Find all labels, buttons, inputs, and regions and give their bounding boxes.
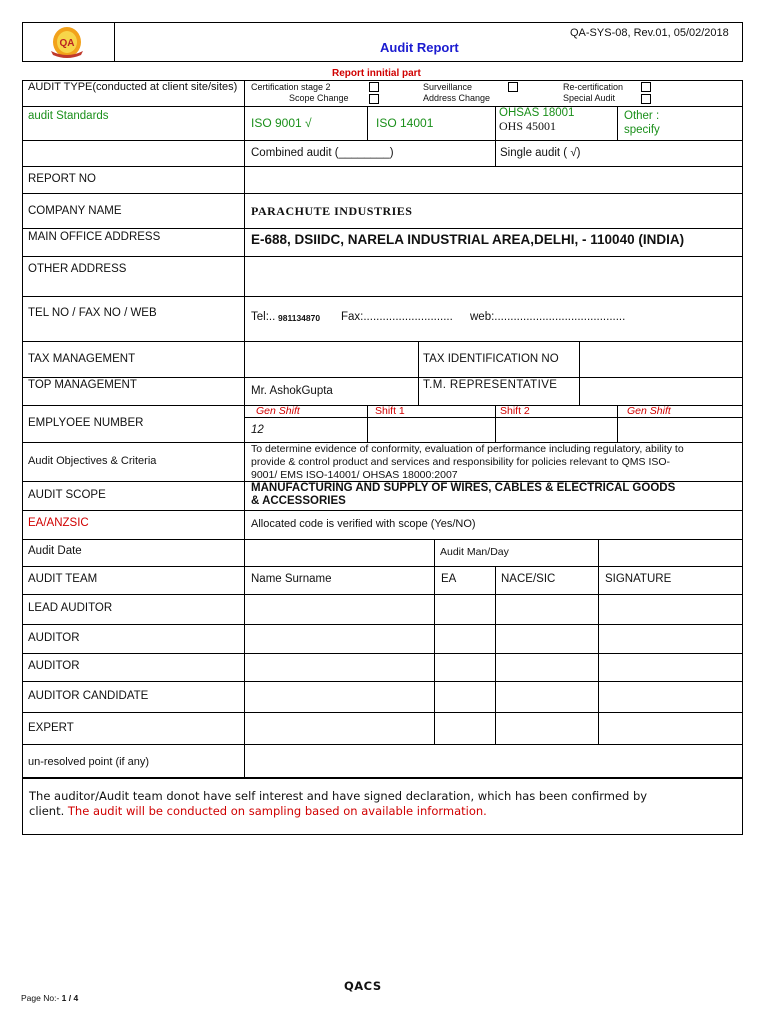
option-address-change: Address Change <box>423 93 491 103</box>
col-name-surname: Name Surname <box>251 573 332 585</box>
logo-emblem-icon <box>45 25 89 59</box>
audit-scope-line-2: & ACCESSORIES <box>251 495 346 507</box>
iso14001-option[interactable]: ISO 14001 <box>376 116 434 130</box>
iso9001-option[interactable]: ISO 9001 √ <box>251 116 312 130</box>
tax-management-label: TAX MANAGEMENT <box>28 353 136 365</box>
row-auditor-1: AUDITOR <box>28 632 80 644</box>
other-address-field[interactable] <box>245 257 742 295</box>
tm-representative-label: T.M. REPRESENTATIVE <box>423 379 558 391</box>
tel-prefix: Tel:.. <box>251 311 276 323</box>
footer-qacs: QACS <box>344 979 382 993</box>
top-management-label: TOP MANAGEMENT <box>28 379 137 391</box>
declaration-line-1: The auditor/Audit team donot have self interest and have signed declaration, which has been confirmed by <box>29 789 648 803</box>
tax-id-label: TAX IDENTIFICATION NO <box>423 353 559 365</box>
audit-type-label: AUDIT TYPE(conducted at client site/sites) <box>28 81 238 93</box>
other-address-label: OTHER ADDRESS <box>28 263 127 275</box>
ohsas-label: OHSAS 18001 <box>499 107 575 119</box>
objectives-label: Audit Objectives & Criteria <box>28 455 157 467</box>
doc-code: QA-SYS-08, Rev.01, 05/02/2018 <box>570 27 729 39</box>
checkbox-cert-stage2[interactable] <box>369 82 379 92</box>
report-no-label: REPORT NO <box>28 173 96 185</box>
ea-anzsic-label: EA/ANZSIC <box>28 517 89 529</box>
audit-team-label: AUDIT TEAM <box>28 573 98 585</box>
ea-anzsic-value: Allocated code is verified with scope (Yes/NO) <box>251 518 476 530</box>
declaration-sampling: The audit will be conducted on sampling based on available information. <box>67 804 487 818</box>
row-auditor-candidate: AUDITOR CANDIDATE <box>28 690 149 702</box>
audit-scope-line-1: MANUFACTURING AND SUPPLY OF WIRES, CABLES & ELECTRICAL GOODS <box>251 482 676 494</box>
col-nace-sic: NACE/SIC <box>501 573 556 585</box>
tel-fax-web-label: TEL NO / FAX NO / WEB <box>28 307 157 319</box>
ohsas-value: OHS 45001 <box>499 119 557 133</box>
logo <box>45 25 89 59</box>
objectives-line-2: provide & control product and services and responsibility for policies relevant to QMS ISO- <box>251 456 671 468</box>
audit-man-day-label: Audit Man/Day <box>440 546 509 558</box>
option-cert-stage2: Certification stage 2 <box>251 82 331 92</box>
main-office-value: E-688, DSIIDC, NARELA INDUSTRIAL AREA,DELHI, - 110040 (INDIA) <box>251 232 685 247</box>
page-value: 1 / 4 <box>61 993 79 1003</box>
option-recertification: Re-certification <box>563 82 624 92</box>
checkbox-surveillance[interactable] <box>508 82 518 92</box>
checkbox-recertification[interactable] <box>641 82 651 92</box>
tel-number: 981134870 <box>278 313 321 323</box>
col-signature: SIGNATURE <box>605 573 672 585</box>
web-field: web:......................................... <box>470 311 626 323</box>
col-ea: EA <box>441 573 457 585</box>
audit-scope-label: AUDIT SCOPE <box>28 489 106 501</box>
row-auditor-2: AUDITOR <box>28 660 80 672</box>
option-special-audit: Special Audit <box>563 93 616 103</box>
company-name-label: COMPANY NAME <box>28 205 122 217</box>
shift-gen-2: Gen Shift <box>627 405 671 417</box>
page-label: Page No:- <box>21 993 60 1003</box>
fax-field: Fax:............................ <box>341 311 453 323</box>
combined-audit: Combined audit (________) <box>251 147 394 159</box>
shift-1: Shift 1 <box>375 405 405 417</box>
shift-2: Shift 2 <box>500 405 530 417</box>
declaration-client: client. <box>29 804 65 818</box>
top-management-value: Mr. AshokGupta <box>251 385 333 397</box>
single-audit: Single audit ( √) <box>500 147 581 159</box>
row-lead-auditor: LEAD AUDITOR <box>28 602 113 614</box>
checkbox-special-audit[interactable] <box>641 94 651 104</box>
audit-date-label: Audit Date <box>28 545 82 557</box>
objectives-line-3: 9001/ EMS ISO-14001/ OHSAS 18000:2007 <box>251 469 458 481</box>
shift-gen-1: Gen Shift <box>256 405 300 417</box>
row-expert: EXPERT <box>28 722 74 734</box>
svg-text:QA: QA <box>59 38 75 49</box>
employee-number-label: EMPLYOEE NUMBER <box>28 417 144 429</box>
page-title: Audit Report <box>380 40 459 55</box>
declaration-line-2 <box>29 804 487 818</box>
option-surveillance: Surveillance <box>423 82 473 92</box>
employee-number-value: 12 <box>251 424 264 436</box>
other-specify: specify <box>624 124 660 136</box>
main-office-label: MAIN OFFICE ADDRESS <box>28 231 161 243</box>
company-name-value: PARACHUTE INDUSTRIES <box>251 204 413 218</box>
other-label: Other : <box>624 110 660 122</box>
unresolved-label: un-resolved point (if any) <box>28 756 150 768</box>
report-no-field[interactable] <box>245 167 742 192</box>
objectives-line-1: To determine evidence of conformity, evaluation of performance including regulatory, ability to <box>251 443 684 455</box>
report-subtitle: Report innitial part <box>332 68 421 79</box>
checkbox-scope-change[interactable] <box>369 94 379 104</box>
standards-label: audit Standards <box>28 110 109 122</box>
page-number <box>21 993 78 1003</box>
option-scope-change: Scope Change <box>289 93 349 103</box>
